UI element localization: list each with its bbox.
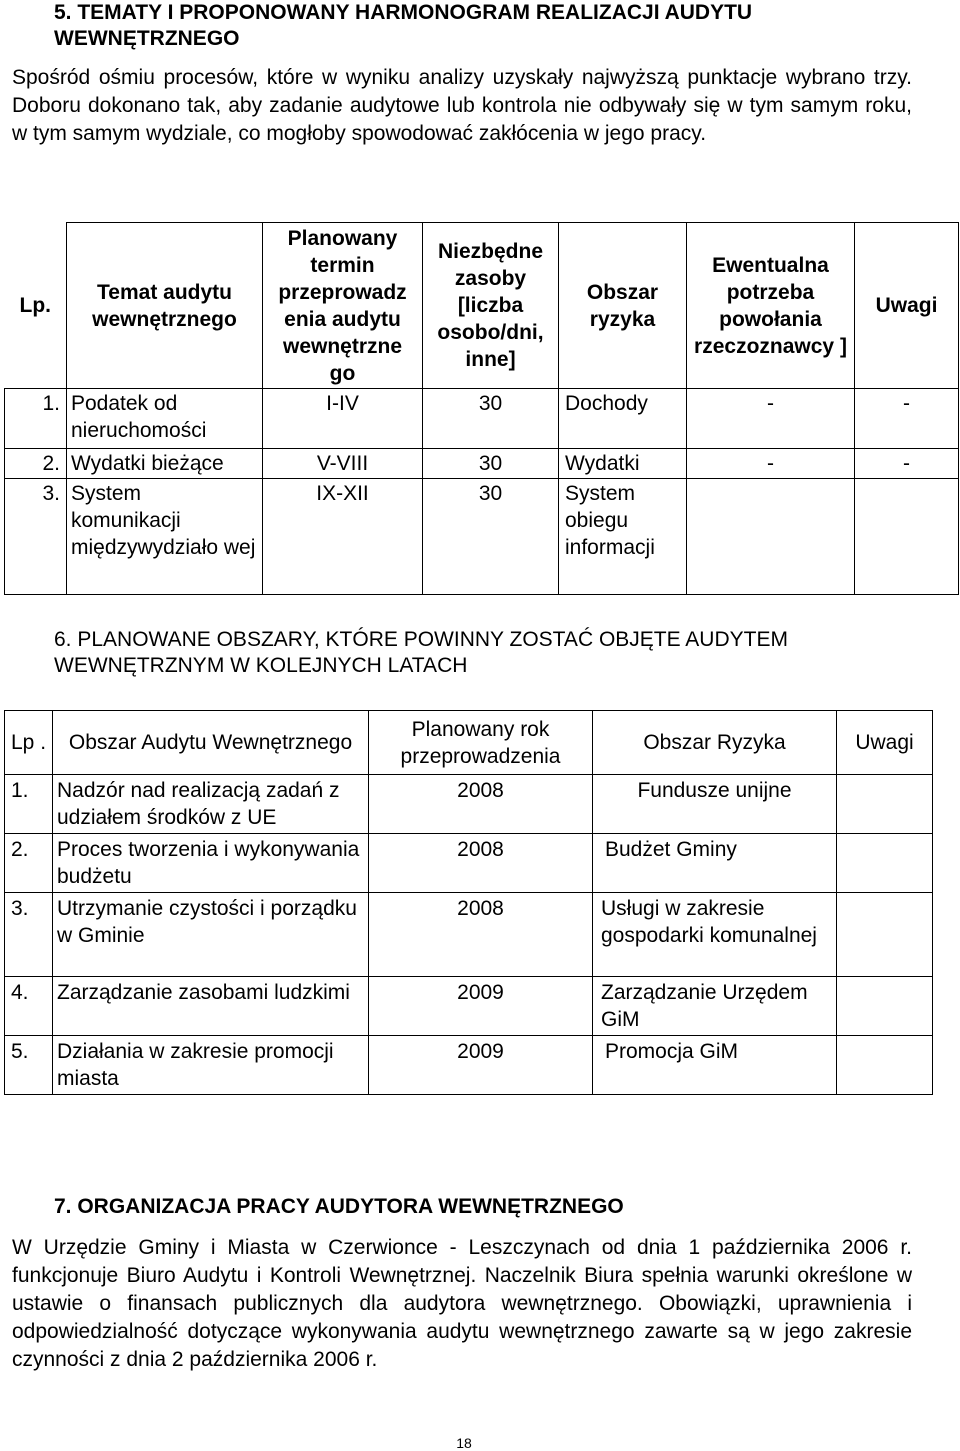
cell-resources: 30 [423, 449, 559, 479]
cell-term: IX-XII [263, 479, 423, 595]
section-6-title [54, 627, 788, 679]
section-7-title: 7. ORGANIZACJA PRACY AUDYTORA WEWNĘTRZNEGO [54, 1195, 624, 1218]
cell-lp: 4. [5, 977, 53, 1036]
table-row [5, 449, 959, 479]
cell-lp: 1. [5, 775, 53, 834]
audit-schedule-table [4, 222, 959, 595]
table-row [5, 893, 933, 977]
cell-lp: 2. [5, 449, 67, 479]
section-5-title [54, 0, 752, 52]
cell-notes [837, 834, 933, 893]
cell-notes: - [855, 449, 959, 479]
cell-audit-area: Zarządzanie zasobami ludzkimi [53, 977, 369, 1036]
cell-topic: System komunikacji międzywydziało wej [67, 479, 263, 595]
cell-notes [837, 775, 933, 834]
table-row [5, 834, 933, 893]
table-row [5, 775, 933, 834]
section-7-paragraph: W Urzędzie Gminy i Miasta w Czerwionce - Leszczynach od dnia 1 października 2006 r. funkcjonuje Biuro Audytu i Kontroli Wewnętrznej. Naczelnik Biura spełnia warunki określone w ustawie o finansach publicznych dla audytora wewnętrznego. Obowiązki, uprawnienia i odpowiedzialność dotyczące wykonywania audytu wewnętrznego zawarte są w jego zakresie czynności z dnia 2 października 2006 r. [12, 1236, 912, 1371]
cell-risk: System obiegu informacji [559, 479, 687, 595]
table-header-row [5, 711, 933, 775]
table-row [5, 479, 959, 595]
header-planned-term: Planowany termin przeprowadz enia audytu wewnętrzne go [263, 223, 423, 389]
planned-areas-table [4, 710, 933, 1095]
cell-risk: Dochody [559, 389, 687, 449]
header-resources: Niezbędne zasoby [liczba osobo/dni, inne] [423, 223, 559, 389]
section-6-title-line2: WEWNĘTRZNYM W KOLEJNYCH LATACH [54, 654, 468, 677]
cell-year: 2008 [369, 775, 593, 834]
cell-notes [855, 479, 959, 595]
table-row [5, 977, 933, 1036]
cell-audit-area: Proces tworzenia i wykonywania budżetu [53, 834, 369, 893]
cell-topic: Wydatki bieżące [67, 449, 263, 479]
cell-notes [837, 1036, 933, 1095]
cell-expert: - [687, 389, 855, 449]
table-header-row [5, 223, 959, 389]
cell-notes: - [855, 389, 959, 449]
section-5-paragraph: Spośród ośmiu procesów, które w wyniku analizy uzyskały najwyższą punktacje wybrano trzy. Doboru dokonano tak, aby zadanie audytowe lub kontrola nie odbywały się w tym samym roku, w tym samym wydziale, co mogłoby spowodować zakłócenia w jego pracy. [12, 66, 912, 145]
cell-audit-area: Nadzór nad realizacją zadań z udziałem środków z UE [53, 775, 369, 834]
cell-year: 2009 [369, 1036, 593, 1095]
cell-audit-area: Działania w zakresie promocji miasta [53, 1036, 369, 1095]
page-number: 18 [456, 1435, 472, 1451]
table-row [5, 389, 959, 449]
cell-term: V-VIII [263, 449, 423, 479]
table-row [5, 1036, 933, 1095]
cell-notes [837, 893, 933, 977]
cell-audit-area: Utrzymanie czystości i porządku w Gminie [53, 893, 369, 977]
cell-resources: 30 [423, 389, 559, 449]
header-lp: Lp . [5, 711, 53, 775]
section-5-title-line2: WEWNĘTRZNEGO [54, 27, 240, 50]
header-topic: Temat audytu wewnętrznego [67, 223, 263, 389]
section-6-title-line1: 6. PLANOWANE OBSZARY, KTÓRE POWINNY ZOSTAĆ OBJĘTE AUDYTEM [54, 628, 788, 651]
cell-risk: Promocja GiM [593, 1036, 837, 1095]
header-expert: Ewentualna potrzeba powołania rzeczoznawcy ] [687, 223, 855, 389]
cell-topic: Podatek od nieruchomości [67, 389, 263, 449]
cell-resources: 30 [423, 479, 559, 595]
cell-risk: Wydatki [559, 449, 687, 479]
cell-risk: Zarządzanie Urzędem GiM [593, 977, 837, 1036]
cell-risk: Usługi w zakresie gospodarki komunalnej [593, 893, 837, 977]
cell-lp: 3. [5, 893, 53, 977]
cell-term: I-IV [263, 389, 423, 449]
header-risk-area: Obszar Ryzyka [593, 711, 837, 775]
header-audit-area: Obszar Audytu Wewnętrznego [53, 711, 369, 775]
section-5-title-line1: 5. TEMATY I PROPONOWANY HARMONOGRAM REALIZACJI AUDYTU [54, 1, 753, 24]
header-notes: Uwagi [837, 711, 933, 775]
cell-expert: - [687, 449, 855, 479]
cell-risk: Fundusze unijne [593, 775, 837, 834]
cell-year: 2008 [369, 893, 593, 977]
cell-lp: 2. [5, 834, 53, 893]
cell-year: 2009 [369, 977, 593, 1036]
header-risk-area: Obszar ryzyka [559, 223, 687, 389]
cell-year: 2008 [369, 834, 593, 893]
header-notes: Uwagi [855, 223, 959, 389]
cell-notes [837, 977, 933, 1036]
cell-lp: 3. [5, 479, 67, 595]
cell-expert [687, 479, 855, 595]
cell-risk: Budżet Gminy [593, 834, 837, 893]
cell-lp: 5. [5, 1036, 53, 1095]
cell-lp: 1. [5, 389, 67, 449]
header-planned-year: Planowany rok przeprowadzenia [369, 711, 593, 775]
header-lp: Lp. [19, 293, 51, 317]
